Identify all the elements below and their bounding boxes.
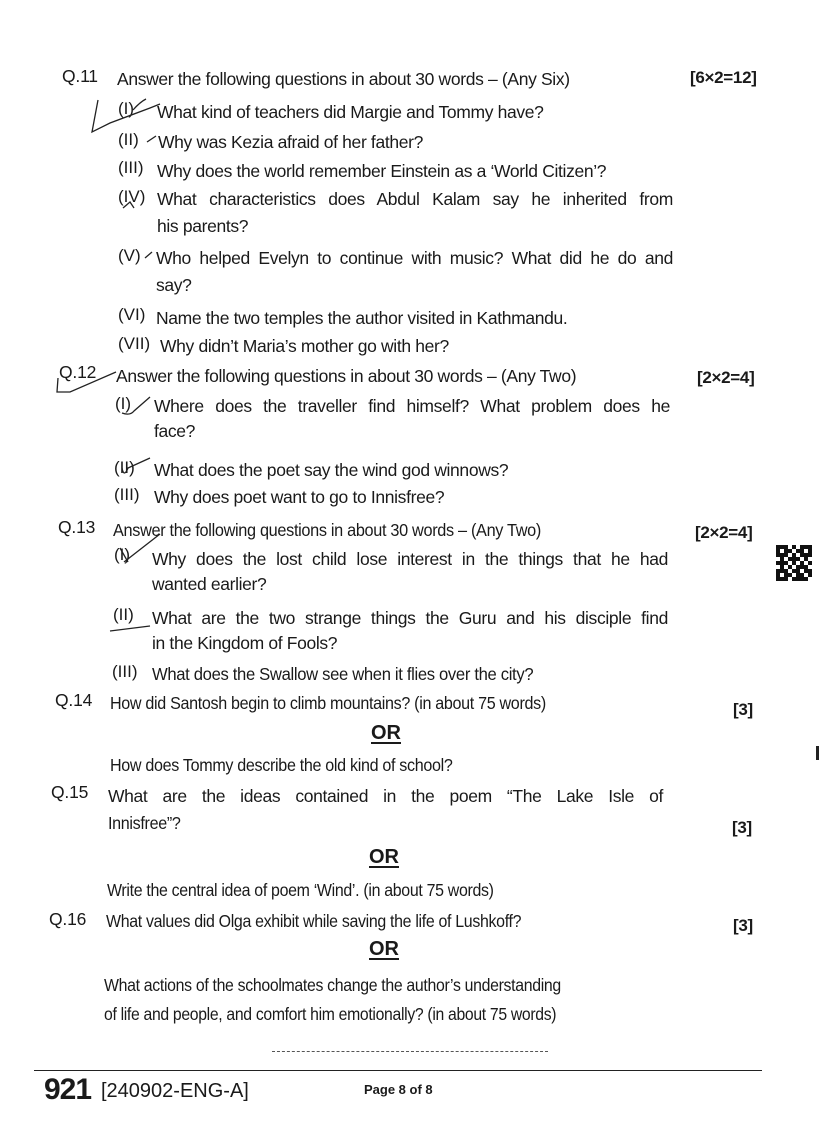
sub-label: (VII) xyxy=(118,334,151,353)
marks-badge: [3] xyxy=(733,700,753,719)
question-number: Q.14 xyxy=(55,690,93,710)
marks-badge: [3] xyxy=(732,818,752,837)
sub-label: (III) xyxy=(112,662,138,681)
marks-badge: [2×2=4] xyxy=(697,368,755,387)
sub-label: (IV) xyxy=(118,187,146,206)
footer-rule xyxy=(34,1070,762,1071)
marks-badge: [3] xyxy=(733,916,753,935)
sub-label: (V) xyxy=(118,246,141,265)
sub-question-continued: his parents? xyxy=(157,216,249,236)
sub-question: What kind of teachers did Margie and Tommy have? xyxy=(157,102,544,122)
dashed-separator xyxy=(272,1051,548,1052)
marks-badge: [6×2=12] xyxy=(690,68,757,87)
sub-question: Why was Kezia afraid of her father? xyxy=(158,132,423,152)
question-text: Answer the following questions in about 30 words – (Any Two) xyxy=(113,520,541,540)
sub-question: What characteristics does Abdul Kalam say he inherited from xyxy=(157,189,673,209)
question-text-continued: Innisfree”? xyxy=(108,813,181,833)
sub-question: Why does poet want to go to Innisfree? xyxy=(154,487,445,507)
or-separator: OR xyxy=(369,846,399,868)
alternative-question: How does Tommy describe the old kind of school? xyxy=(110,755,453,775)
sub-question: Who helped Evelyn to continue with music? What did he do and xyxy=(156,248,673,268)
question-text: Answer the following questions in about 30 words – (Any Six) xyxy=(117,69,570,89)
sub-question-continued: wanted earlier? xyxy=(152,574,267,594)
sub-question: Why does the world remember Einstein as a ‘World Citizen’? xyxy=(157,161,607,181)
paper-number: 921 xyxy=(44,1073,92,1106)
page-number: Page 8 of 8 xyxy=(364,1082,433,1097)
sub-label: (VI) xyxy=(118,305,146,324)
alternative-question: Write the central idea of poem ‘Wind’. (in about 75 words) xyxy=(107,880,494,900)
sub-label: (I) xyxy=(114,545,131,564)
sub-label: (III) xyxy=(118,158,144,177)
question-text: Answer the following questions in about 30 words – (Any Two) xyxy=(116,366,577,386)
alternative-question-continued: of life and people, and comfort him emotionally? (in about 75 words) xyxy=(104,1004,557,1024)
sub-question-continued: in the Kingdom of Fools? xyxy=(152,633,338,653)
sub-question: What are the two strange things the Guru and his disciple find xyxy=(152,608,668,628)
sub-question-continued: say? xyxy=(156,275,192,295)
sub-label: (II) xyxy=(114,458,135,477)
sub-label: (II) xyxy=(113,605,134,624)
sub-question-continued: face? xyxy=(154,421,196,441)
sub-label: (III) xyxy=(114,485,140,504)
question-number: Q.12 xyxy=(59,362,97,382)
question-text: How did Santosh begin to climb mountains? (in about 75 words) xyxy=(110,693,546,713)
question-text: What values did Olga exhibit while saving the life of Lushkoff? xyxy=(106,911,522,931)
sub-question: Name the two temples the author visited in Kathmandu. xyxy=(156,308,568,328)
question-number: Q.11 xyxy=(62,66,98,86)
or-separator: OR xyxy=(369,938,399,960)
sub-question: Where does the traveller find himself? What problem does he xyxy=(154,396,670,416)
alternative-question: What actions of the schoolmates change the author’s understanding xyxy=(104,975,561,995)
question-number: Q.15 xyxy=(51,782,89,802)
sub-question: Why didn’t Maria’s mother go with her? xyxy=(160,336,449,356)
sub-question: Why does the lost child lose interest in the things that he had xyxy=(152,549,668,569)
sub-label: (I) xyxy=(118,99,135,118)
question-number: Q.13 xyxy=(58,517,96,537)
sub-question: What does the Swallow see when it flies over the city? xyxy=(152,664,534,684)
question-number: Q.16 xyxy=(49,909,87,929)
or-separator: OR xyxy=(371,722,401,744)
sub-label: (II) xyxy=(118,130,139,149)
sub-question: What does the poet say the wind god winnows? xyxy=(154,460,509,480)
sub-label: (I) xyxy=(115,394,132,413)
marks-badge: [2×2=4] xyxy=(695,523,753,542)
question-text: What are the ideas contained in the poem “The Lake Isle of xyxy=(108,786,663,806)
paper-code: [240902-ENG-A] xyxy=(101,1080,249,1102)
